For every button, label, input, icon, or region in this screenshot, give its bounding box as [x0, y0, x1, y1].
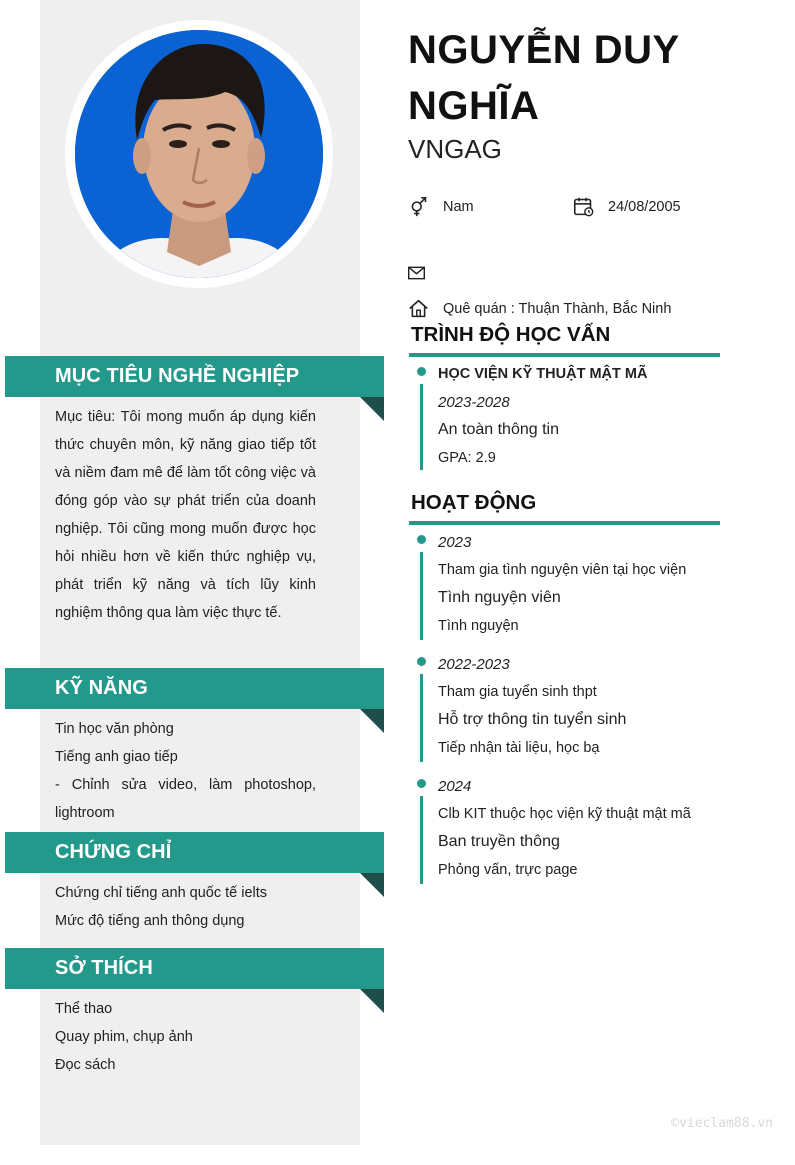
calendar-icon — [573, 196, 594, 217]
objective-text: Mục tiêu: Tôi mong muốn áp dụng kiến thức chuyên môn, kỹ năng giao tiếp tốt và niềm đam mê để làm tốt công việc và đóng góp vào sự phát triển của doanh nghiệp. Tôi cũng mong muốn được học hỏi nhiều hơn về kiến thức nghiệp vụ, phát triển kỹ năng và tích lũy kinh nghiệm thông qua làm việc thực tế. — [55, 409, 316, 621]
skills-heading-fold — [360, 709, 384, 733]
skill-item: - Chỉnh sửa video, làm photoshop, lightroom — [55, 777, 316, 821]
education-school: HỌC VIỆN KỸ THUẬT MẬT MÃ — [438, 366, 648, 382]
portrait-photo — [75, 30, 323, 278]
education-gpa: GPA: 2.9 — [438, 450, 496, 466]
education-period: 2023-2028 — [438, 394, 510, 411]
hobby-item: Quay phim, chụp ảnh — [55, 1029, 193, 1045]
activity-organization: Clb KIT thuộc học viện kỹ thuật mật mã — [438, 806, 691, 822]
gender-value: Nam — [443, 198, 474, 215]
watermark: ©vieclam88.vn — [671, 1116, 773, 1131]
skills-list — [55, 715, 316, 827]
activity-period: 2022-2023 — [438, 656, 510, 673]
certificate-item: Mức độ tiếng anh thông dụng — [55, 913, 245, 929]
candidate-name: NGUYỄN DUY NGHĨA — [408, 28, 679, 128]
certificates-heading: CHỨNG CHỈ — [5, 832, 384, 873]
activity-role: Hỗ trợ thông tin tuyển sinh — [438, 711, 627, 728]
timeline-line — [420, 384, 423, 470]
timeline-line — [420, 552, 423, 640]
hobbies-heading-fold — [360, 989, 384, 1013]
objective-heading: MỤC TIÊU NGHỀ NGHIỆP — [5, 356, 384, 397]
education-heading: TRÌNH ĐỘ HỌC VẤN — [411, 323, 611, 346]
activity-description: Tình nguyện — [438, 618, 519, 634]
gender-icon — [408, 196, 429, 217]
activity-description: Tiếp nhận tài liệu, học bạ — [438, 740, 600, 756]
hobbies-heading: SỞ THÍCH — [5, 948, 384, 989]
hobby-item: Đọc sách — [55, 1057, 116, 1073]
timeline-dot — [417, 367, 426, 376]
activities-divider — [409, 521, 720, 525]
hobbies-list — [55, 995, 316, 1079]
activity-description: Phỏng vấn, trực page — [438, 862, 578, 878]
company-name: VNGAG — [408, 134, 502, 164]
skill-item: Tiếng anh giao tiếp — [55, 749, 178, 765]
certificate-item: Chứng chỉ tiếng anh quốc tế ielts — [55, 885, 268, 901]
home-icon — [408, 298, 429, 319]
hometown-value: Quê quán : Thuận Thành, Bắc Ninh — [443, 300, 672, 317]
timeline-line — [420, 674, 423, 762]
activity-role: Ban truyền thông — [438, 833, 560, 850]
activity-organization: Tham gia tuyển sinh thpt — [438, 684, 597, 700]
gender-info — [408, 196, 474, 217]
hometown-info — [408, 298, 671, 319]
timeline-line — [420, 796, 423, 884]
certificates-list — [55, 879, 316, 935]
activity-period: 2024 — [438, 778, 472, 795]
timeline-dot — [417, 779, 426, 788]
timeline-dot — [417, 657, 426, 666]
activity-period: 2023 — [438, 534, 472, 551]
objective-heading-fold — [360, 397, 384, 421]
education-major: An toàn thông tin — [438, 421, 559, 438]
timeline-dot — [417, 535, 426, 544]
activities-heading: HOẠT ĐỘNG — [411, 491, 537, 514]
activity-role: Tình nguyện viên — [438, 589, 561, 606]
email-icon — [408, 266, 425, 280]
skill-item: Tin học văn phòng — [55, 721, 174, 737]
education-divider — [409, 353, 720, 357]
email-info — [408, 266, 439, 280]
avatar — [75, 30, 323, 278]
skills-heading: KỸ NĂNG — [5, 668, 384, 709]
activity-organization: Tham gia tình nguyện viên tại học viện — [438, 562, 687, 578]
certificates-heading-fold — [360, 873, 384, 897]
birth-date-value: 24/08/2005 — [608, 198, 681, 215]
hobby-item: Thể thao — [55, 1001, 113, 1017]
birth-date-info — [573, 196, 681, 217]
